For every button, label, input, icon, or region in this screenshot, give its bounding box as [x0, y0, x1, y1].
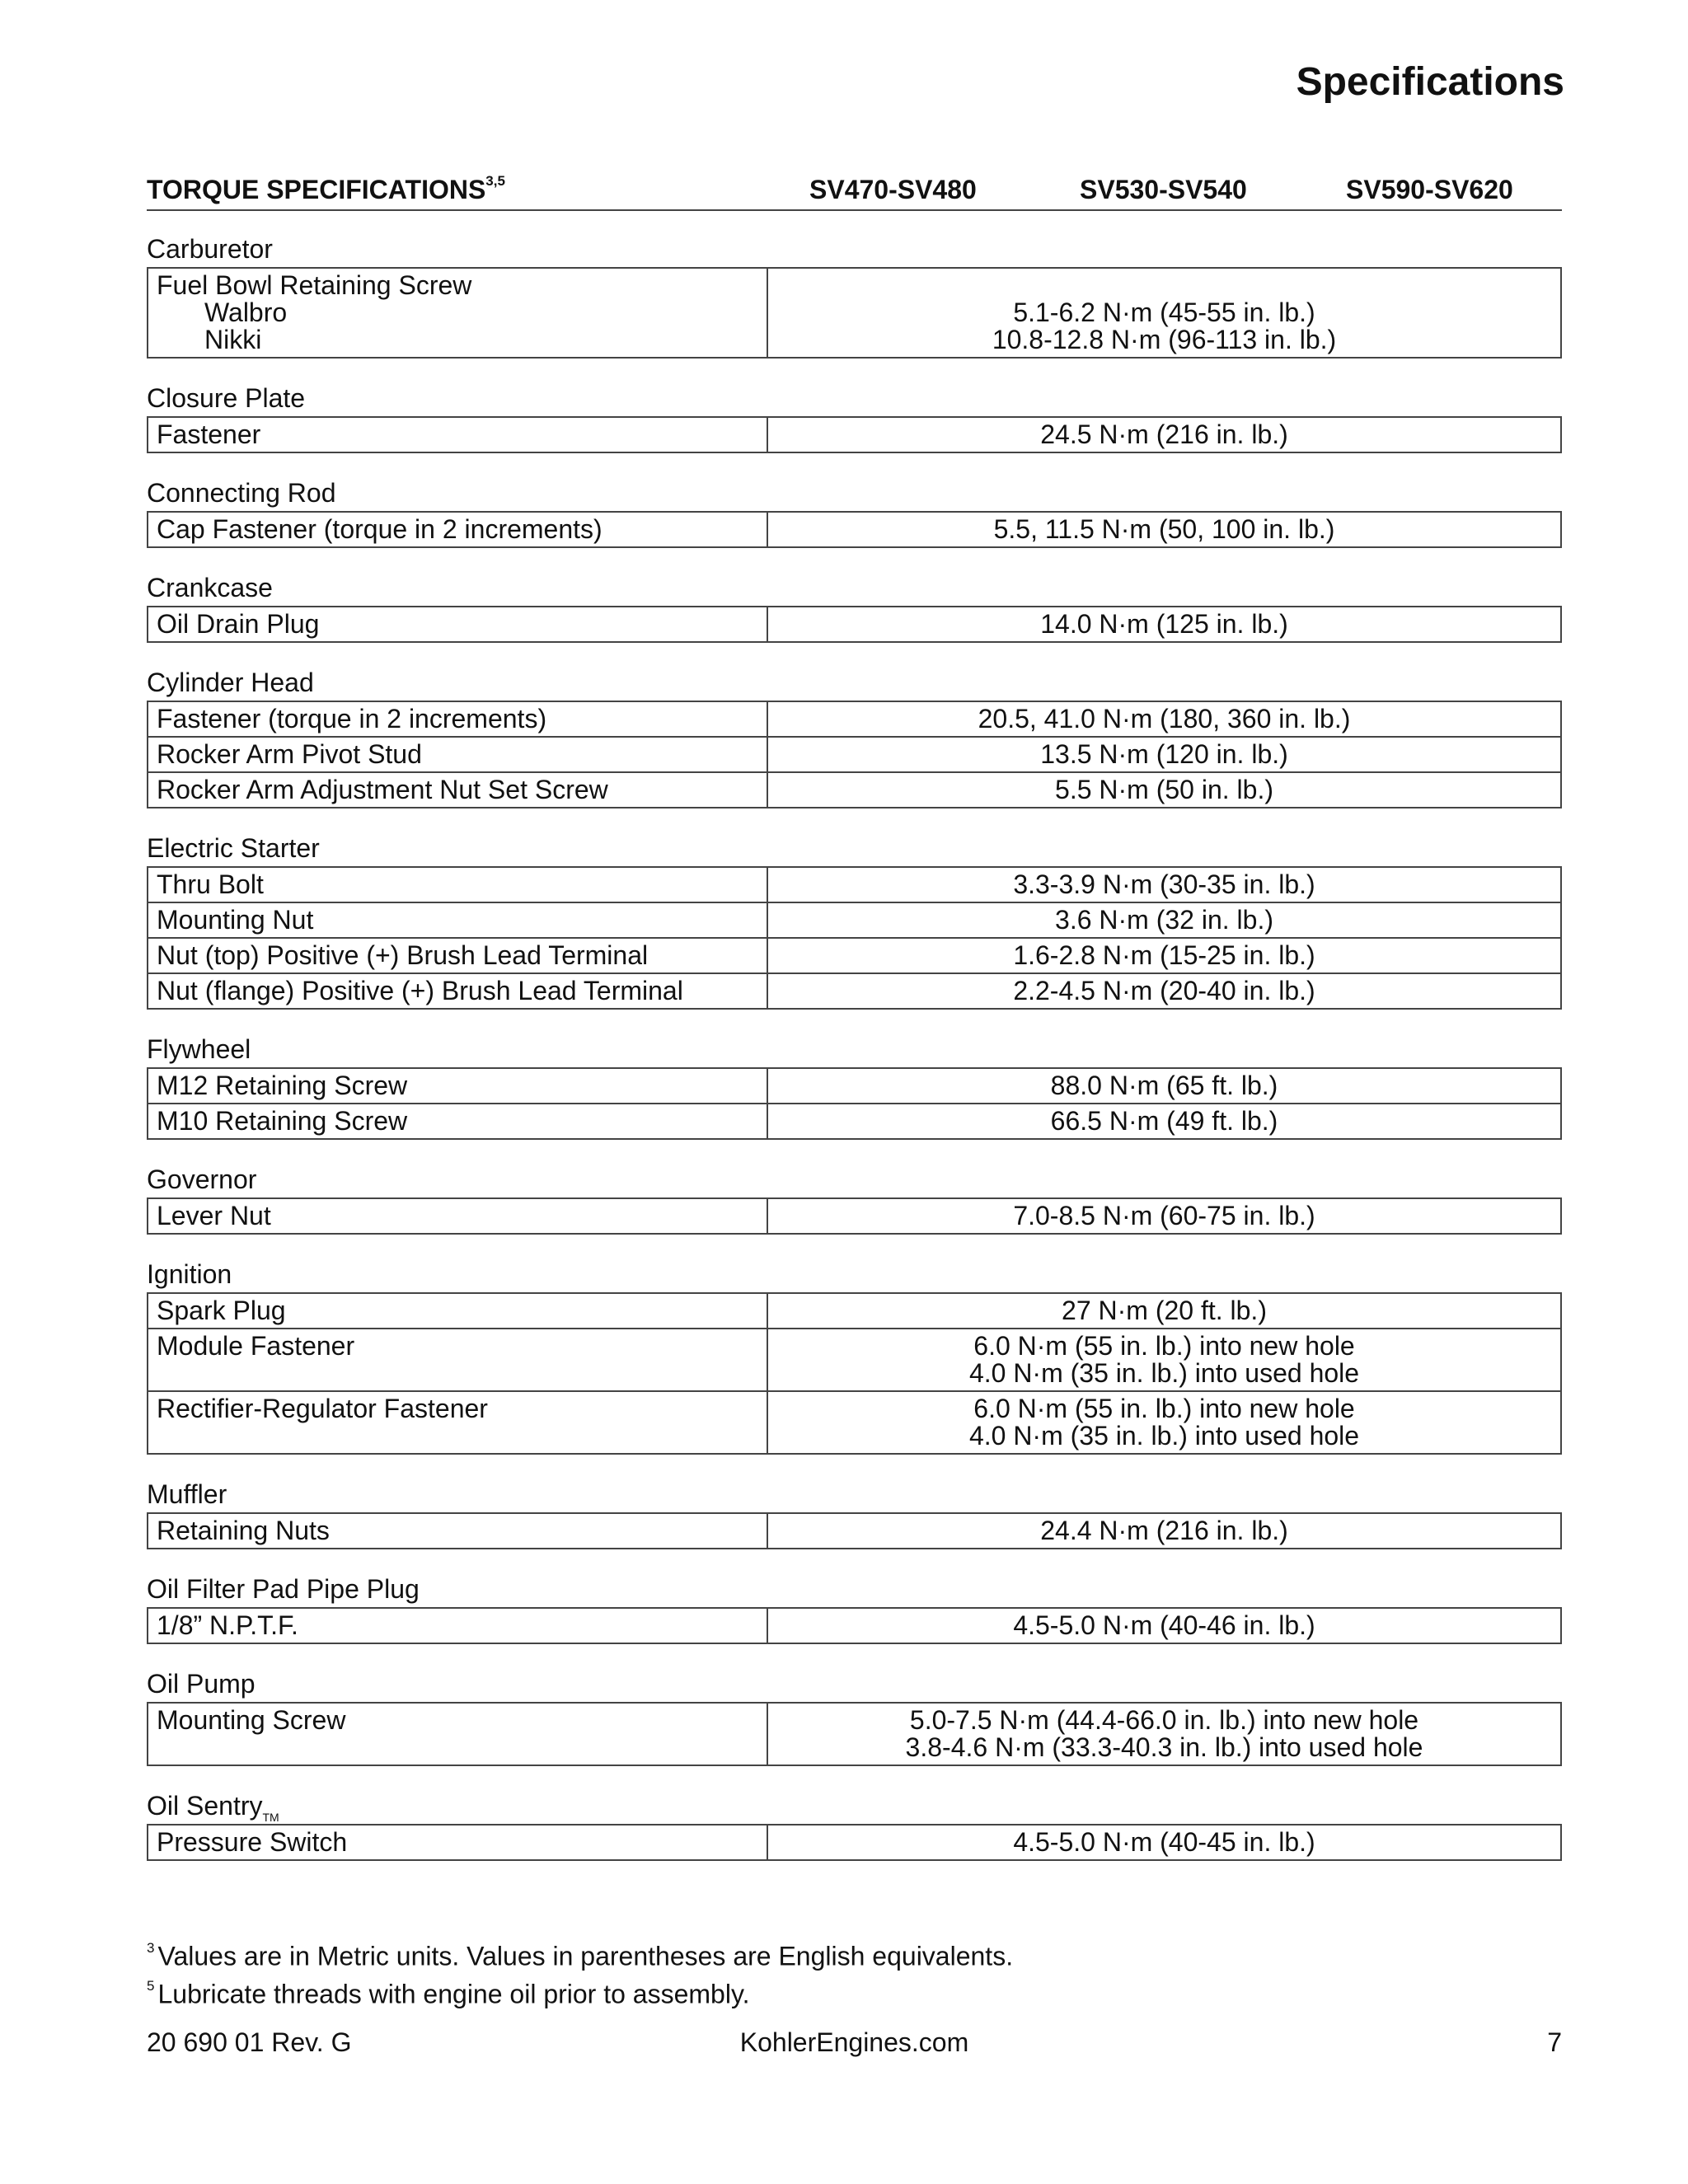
section-muffler	[147, 1476, 1562, 1549]
torque-value-cell	[767, 1198, 1561, 1234]
column-header-sv530-sv540: SV530-SV540	[1080, 175, 1247, 204]
component-cell	[148, 1825, 767, 1860]
section-crankcase	[147, 569, 1562, 643]
component-label: Fuel Bowl Retaining Screw	[157, 270, 472, 300]
component-cell	[148, 512, 767, 547]
section-title	[147, 569, 1562, 606]
torque-value-cell	[767, 938, 1561, 973]
section-title-text: Electric Starter	[147, 833, 320, 863]
component-label: Mounting Nut	[157, 905, 314, 935]
section-title	[147, 1161, 1562, 1197]
section-flywheel	[147, 1031, 1562, 1140]
component-cell	[148, 1104, 767, 1139]
document-number: 20 690 01 Rev. G	[147, 2027, 352, 2057]
section-oil-filter-pad-pipe-plug	[147, 1571, 1562, 1644]
table-row	[148, 268, 1561, 358]
torque-value: 3.8-4.6 N·m (33.3-40.3 in. lb.) into used hole	[905, 1732, 1423, 1762]
spec-table	[147, 1292, 1562, 1455]
component-label: M10 Retaining Screw	[157, 1106, 408, 1136]
section-electric-starter	[147, 830, 1562, 1010]
torque-value: 5.5 N·m (50 in. lb.)	[1055, 775, 1273, 804]
torque-value: 5.0-7.5 N·m (44.4-66.0 in. lb.) into new hole	[909, 1705, 1419, 1735]
page-footer	[147, 2027, 1562, 2060]
component-label: 1/8” N.P.T.F.	[157, 1610, 298, 1640]
torque-value: 6.0 N·m (55 in. lb.) into new hole	[973, 1394, 1355, 1423]
torque-value: 4.5-5.0 N·m (40-45 in. lb.)	[1013, 1827, 1315, 1857]
table-row	[148, 938, 1561, 973]
spec-table	[147, 1512, 1562, 1549]
spec-table	[147, 416, 1562, 453]
torque-spec-sections	[147, 231, 1562, 1882]
torque-value: 6.0 N·m (55 in. lb.) into new hole	[973, 1331, 1355, 1361]
torque-value: 13.5 N·m (120 in. lb.)	[1040, 739, 1288, 769]
torque-value: 4.5-5.0 N·m (40-46 in. lb.)	[1013, 1610, 1315, 1640]
torque-value-cell	[767, 772, 1561, 808]
spec-table	[147, 1067, 1562, 1140]
component-cell	[148, 772, 767, 808]
table-row	[148, 1198, 1561, 1234]
footnote-3	[147, 1933, 1013, 1971]
section-title	[147, 664, 1562, 701]
section-title-text: Oil Sentry	[147, 1791, 263, 1821]
torque-value: 20.5, 41.0 N·m (180, 360 in. lb.)	[978, 704, 1351, 733]
trademark-mark: TM	[262, 1811, 279, 1824]
torque-value-cell	[767, 512, 1561, 547]
component-cell	[148, 701, 767, 737]
torque-value-cell	[767, 1329, 1561, 1391]
torque-value-cell	[767, 902, 1561, 938]
torque-value-cell	[767, 1293, 1561, 1329]
section-title	[147, 1476, 1562, 1512]
table-row	[148, 701, 1561, 737]
torque-value: 24.4 N·m (216 in. lb.)	[1040, 1516, 1288, 1545]
spec-table	[147, 866, 1562, 1010]
section-title	[147, 1571, 1562, 1607]
torque-value: 1.6-2.8 N·m (15-25 in. lb.)	[1013, 940, 1315, 970]
heading-text: TORQUE SPECIFICATIONS	[147, 175, 486, 204]
section-title-text: Ignition	[147, 1259, 232, 1289]
section-title	[147, 475, 1562, 511]
section-title-text: Carburetor	[147, 234, 273, 264]
footnote-number: 3	[147, 1940, 155, 1956]
torque-value-cell	[767, 973, 1561, 1009]
table-row	[148, 1513, 1561, 1549]
spec-table	[147, 701, 1562, 808]
torque-value: 5.5, 11.5 N·m (50, 100 in. lb.)	[993, 514, 1335, 544]
spec-table	[147, 1824, 1562, 1861]
footnote-number: 5	[147, 1978, 155, 1994]
component-label: Thru Bolt	[157, 869, 264, 899]
component-label: Mounting Screw	[157, 1705, 346, 1735]
footnote-text: Values are in Metric units. Values in parentheses are English equivalents.	[157, 1941, 1014, 1971]
torque-value: 4.0 N·m (35 in. lb.) into used hole	[968, 1358, 1360, 1388]
component-cell	[148, 607, 767, 642]
torque-value-cell	[767, 867, 1561, 902]
section-title-text: Oil Pump	[147, 1669, 256, 1699]
website: KohlerEngines.com	[739, 2027, 969, 2057]
torque-value: 3.3-3.9 N·m (30-35 in. lb.)	[1013, 869, 1315, 899]
torque-value-cell	[767, 1068, 1561, 1104]
table-row	[148, 1293, 1561, 1329]
column-header-sv590-sv620: SV590-SV620	[1346, 175, 1513, 204]
component-cell	[148, 268, 767, 358]
torque-value-cell	[767, 1513, 1561, 1549]
table-row	[148, 902, 1561, 938]
table-row	[148, 1391, 1561, 1454]
section-cylinder-head	[147, 664, 1562, 808]
component-cell	[148, 1608, 767, 1643]
torque-value-cell	[767, 417, 1561, 452]
component-label: Cap Fastener (torque in 2 increments)	[157, 514, 603, 544]
torque-value: 24.5 N·m (216 in. lb.)	[1040, 419, 1288, 449]
table-row	[148, 417, 1561, 452]
section-carburetor	[147, 231, 1562, 359]
section-title-text: Flywheel	[147, 1034, 251, 1064]
spec-table	[147, 511, 1562, 548]
torque-value-cell	[767, 607, 1561, 642]
table-row	[148, 973, 1561, 1009]
table-row	[148, 737, 1561, 772]
torque-value: 10.8-12.8 N·m (96-113 in. lb.)	[992, 325, 1337, 354]
component-label: Oil Drain Plug	[157, 609, 320, 639]
torque-value-cell	[767, 268, 1561, 358]
torque-value: 7.0-8.5 N·m (60-75 in. lb.)	[1013, 1201, 1315, 1230]
component-cell	[148, 1513, 767, 1549]
torque-specifications-heading	[147, 175, 505, 205]
component-cell	[148, 867, 767, 902]
torque-value: 2.2-4.5 N·m (20-40 in. lb.)	[1013, 976, 1315, 1005]
footnote-text: Lubricate threads with engine oil prior to assembly.	[157, 1979, 750, 2009]
table-row	[148, 772, 1561, 808]
section-closure-plate	[147, 380, 1562, 453]
component-sub-label: Nikki	[204, 325, 262, 354]
spec-table	[147, 1607, 1562, 1644]
component-label: Rocker Arm Adjustment Nut Set Screw	[157, 775, 608, 804]
heading-footnote-ref: 3,5	[485, 173, 505, 190]
table-row	[148, 607, 1561, 642]
section-title	[147, 231, 1562, 267]
component-label: Rectifier-Regulator Fastener	[157, 1394, 488, 1423]
component-cell	[148, 902, 767, 938]
component-label: Fastener (torque in 2 increments)	[157, 704, 547, 733]
torque-value-cell	[767, 1703, 1561, 1765]
section-title-text: Oil Filter Pad Pipe Plug	[147, 1574, 420, 1604]
footnotes	[147, 1933, 1013, 2008]
component-label: M12 Retaining Screw	[157, 1071, 408, 1100]
table-row	[148, 1068, 1561, 1104]
component-cell	[148, 1703, 767, 1765]
page-title: Specifications	[1296, 60, 1564, 104]
section-oil-sentry	[147, 1788, 1562, 1861]
table-row	[148, 1825, 1561, 1860]
component-cell	[148, 973, 767, 1009]
torque-value: 88.0 N·m (65 ft. lb.)	[1050, 1071, 1278, 1100]
component-label: Fastener	[157, 419, 261, 449]
component-label: Nut (flange) Positive (+) Brush Lead Terminal	[157, 976, 683, 1005]
component-sub-label: Walbro	[204, 298, 288, 327]
component-cell	[148, 938, 767, 973]
section-title-text: Governor	[147, 1165, 257, 1194]
component-cell	[148, 1391, 767, 1454]
component-label: Retaining Nuts	[157, 1516, 330, 1545]
table-row	[148, 512, 1561, 547]
torque-value-cell	[767, 1391, 1561, 1454]
footnote-5	[147, 1971, 1013, 2008]
component-label: Lever Nut	[157, 1201, 271, 1230]
section-title	[147, 380, 1562, 416]
table-row	[148, 1104, 1561, 1139]
component-cell	[148, 1293, 767, 1329]
section-oil-pump	[147, 1666, 1562, 1766]
component-cell	[148, 417, 767, 452]
component-label: Module Fastener	[157, 1331, 355, 1361]
spec-table	[147, 267, 1562, 359]
section-title-text: Crankcase	[147, 573, 273, 602]
torque-value-cell	[767, 1608, 1561, 1643]
section-title	[147, 1666, 1562, 1702]
table-row	[148, 1329, 1561, 1391]
torque-value-cell	[767, 737, 1561, 772]
table-row	[148, 867, 1561, 902]
torque-value: 4.0 N·m (35 in. lb.) into used hole	[968, 1421, 1360, 1451]
torque-value: 5.1-6.2 N·m (45-55 in. lb.)	[1013, 298, 1315, 327]
column-header-sv470-sv480: SV470-SV480	[809, 175, 977, 204]
torque-value-cell	[767, 1825, 1561, 1860]
component-cell	[148, 1198, 767, 1234]
section-title	[147, 1256, 1562, 1292]
section-title	[147, 830, 1562, 866]
component-label: Pressure Switch	[157, 1827, 348, 1857]
section-governor	[147, 1161, 1562, 1235]
torque-value-cell	[767, 701, 1561, 737]
torque-table-header	[147, 171, 1562, 211]
component-label: Spark Plug	[157, 1296, 286, 1325]
torque-value: 14.0 N·m (125 in. lb.)	[1040, 609, 1288, 639]
section-title	[147, 1788, 1562, 1824]
component-cell	[148, 1068, 767, 1104]
component-label: Rocker Arm Pivot Stud	[157, 739, 422, 769]
component-label: Nut (top) Positive (+) Brush Lead Terminal	[157, 940, 649, 970]
spec-table	[147, 1197, 1562, 1235]
page-number: 7	[1547, 2027, 1562, 2057]
section-title-text: Closure Plate	[147, 383, 306, 413]
spec-table	[147, 1702, 1562, 1766]
section-title	[147, 1031, 1562, 1067]
section-connecting-rod	[147, 475, 1562, 548]
component-cell	[148, 1329, 767, 1391]
section-title-text: Connecting Rod	[147, 478, 336, 508]
section-ignition	[147, 1256, 1562, 1455]
torque-value-cell	[767, 1104, 1561, 1139]
section-title-text: Muffler	[147, 1479, 227, 1509]
table-row	[148, 1703, 1561, 1765]
table-row	[148, 1608, 1561, 1643]
torque-value: 3.6 N·m (32 in. lb.)	[1055, 905, 1273, 935]
component-cell	[148, 737, 767, 772]
torque-value: 66.5 N·m (49 ft. lb.)	[1050, 1106, 1278, 1136]
spec-table	[147, 606, 1562, 643]
section-title-text: Cylinder Head	[147, 668, 314, 697]
torque-value: 27 N·m (20 ft. lb.)	[1062, 1296, 1267, 1325]
